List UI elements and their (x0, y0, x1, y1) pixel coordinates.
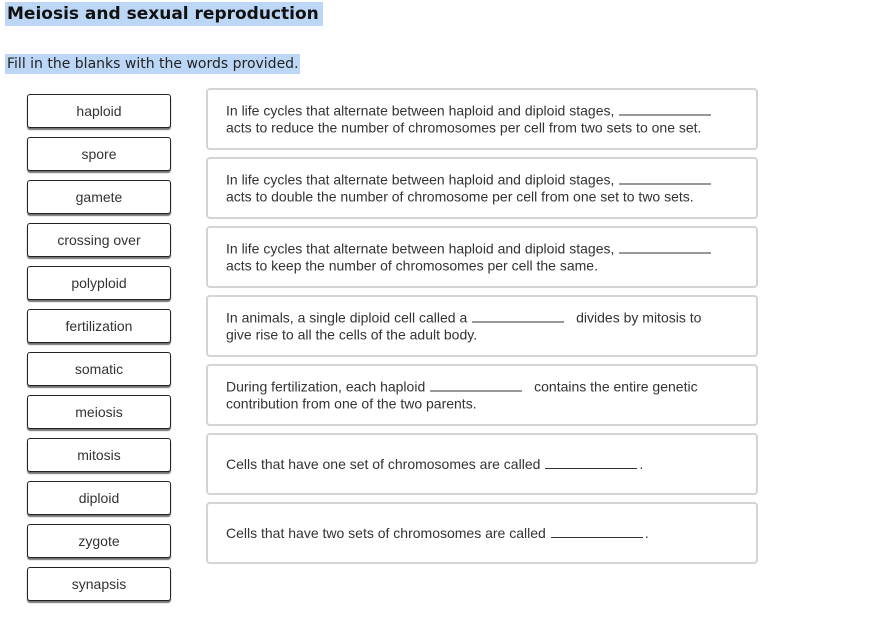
statement-text (226, 102, 720, 137)
statement-after: divides by mitosis to give rise to all the cells of the adult body. (226, 309, 702, 343)
answer-blank[interactable] (619, 102, 711, 116)
statement-box (206, 157, 758, 219)
answer-blank[interactable] (551, 524, 643, 538)
answer-blank[interactable] (430, 378, 522, 392)
word-tile[interactable]: haploid (27, 94, 171, 128)
statement-before: During fertilization, each haploid (226, 378, 426, 395)
statement-box (206, 226, 758, 288)
statement-text (226, 171, 720, 206)
word-tile[interactable]: diploid (27, 481, 171, 515)
statement-text (226, 455, 720, 473)
word-tile[interactable]: crossing over (27, 223, 171, 257)
statement-after: acts to reduce the number of chromosomes per cell from two sets to one set. (226, 119, 702, 136)
page-title: Meiosis and sexual reproduction (5, 2, 323, 26)
word-tile[interactable]: gamete (27, 180, 171, 214)
statement-after: contains the entire genetic contribution from one of the two parents. (226, 378, 698, 412)
statement-before: In life cycles that alternate between haploid and diploid stages, (226, 240, 615, 257)
statement-before: Cells that have one set of chromosomes are called (226, 456, 541, 472)
statement-text (226, 240, 720, 275)
statement-box (206, 433, 758, 495)
statement-text (226, 524, 720, 542)
statement-text (226, 378, 720, 413)
word-tile[interactable]: zygote (27, 524, 171, 558)
answer-blank[interactable] (619, 171, 711, 185)
statement-text (226, 309, 720, 344)
statement-before: In life cycles that alternate between haploid and diploid stages, (226, 171, 615, 188)
statement-after: acts to double the number of chromosome per cell from one set to two sets. (226, 188, 694, 205)
word-tile[interactable]: polyploid (27, 266, 171, 300)
statement-box (206, 364, 758, 426)
statement-box (206, 295, 758, 357)
answer-blank[interactable] (545, 455, 637, 469)
statement-before: In animals, a single diploid cell called a (226, 309, 468, 326)
statement-before: Cells that have two sets of chromosomes are called (226, 525, 546, 541)
statement-before: In life cycles that alternate between haploid and diploid stages, (226, 102, 615, 119)
answer-blank[interactable] (472, 309, 564, 323)
word-tile[interactable]: mitosis (27, 438, 171, 472)
statement-after: . (639, 456, 644, 472)
statement-box (206, 88, 758, 150)
word-tile[interactable]: synapsis (27, 567, 171, 601)
instructions: Fill in the blanks with the words provided. (7, 56, 299, 72)
word-tile[interactable]: fertilization (27, 309, 171, 343)
answer-blank[interactable] (619, 240, 711, 254)
word-tile[interactable]: spore (27, 137, 171, 171)
word-tile[interactable]: somatic (27, 352, 171, 386)
statement-after: acts to keep the number of chromosomes per cell the same. (226, 257, 598, 274)
word-tile[interactable]: meiosis (27, 395, 171, 429)
statement-box (206, 502, 758, 564)
statement-after: . (644, 525, 649, 541)
